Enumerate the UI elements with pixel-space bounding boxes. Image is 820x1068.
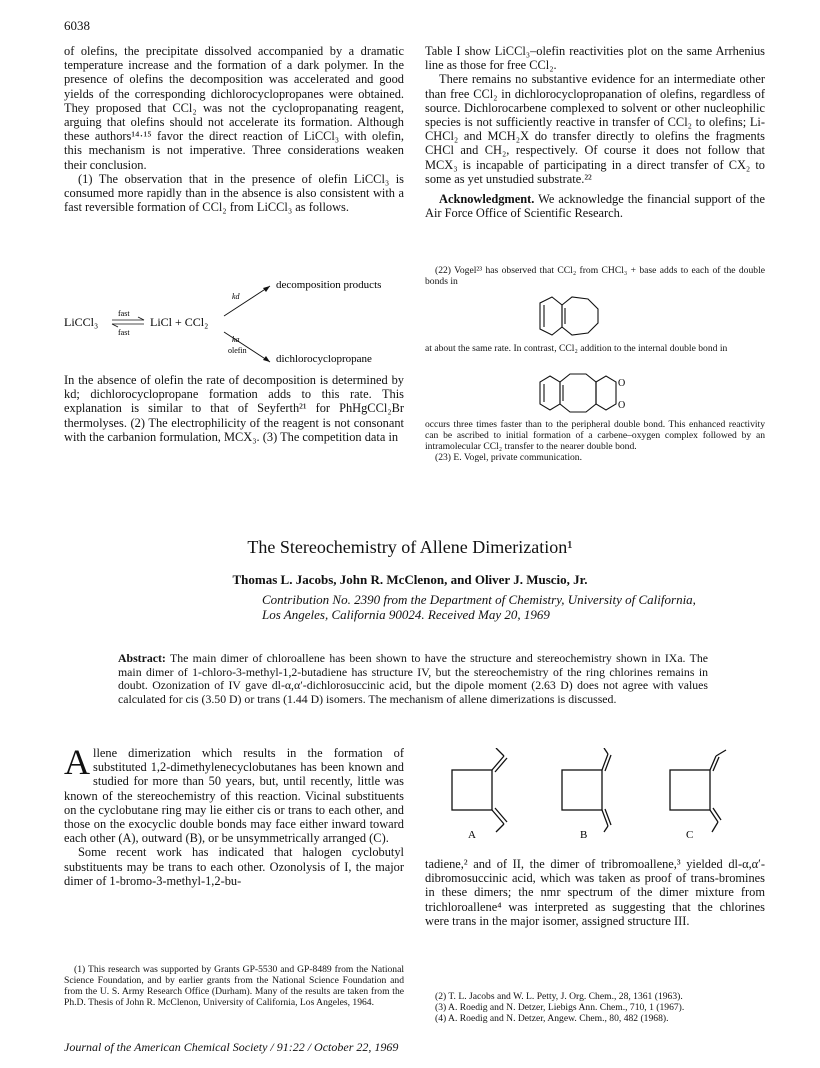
body-left-column	[64, 742, 404, 888]
footnote-22c	[425, 419, 765, 463]
drop-cap: A	[64, 742, 90, 782]
abstract	[118, 652, 708, 706]
paragraph: In the absence of olefin the rate of decomposition is determined by kd; dichlorocyclopropane formation adds to this rate. This explanation is similar to that of Seyferth²¹ for PhHgCCl₂Br thermolyses. (2) The electrophilicity of the reagent is not consonant with the carbanion formulation, MCX₃. (3) The competition data in	[64, 373, 404, 444]
paragraph: tadiene,² and of II, the dimer of tribromoallene,³ yielded dl-α,α′-dibromosuccinic acid, which was taken as proof of trans-bromines in these dimers; the nmr spectrum of the dimer mixture from trichloroallene⁴ was interpreted as suggesting that the chlorines were trans in the major isomer, assigned structure III.	[425, 857, 765, 928]
scheme-fast-bottom: fast	[118, 328, 130, 337]
footnote-text: (22) Vogel²³ has observed that CCl₂ from CHCl₃ + base adds to each of the double bonds in	[425, 265, 765, 287]
svg-text:O: O	[618, 378, 626, 389]
scheme-ka: ka	[232, 335, 240, 344]
scheme-fast-top: fast	[118, 309, 130, 318]
acknowledgment	[425, 192, 765, 220]
footnote-text: at about the same rate. In contrast, CCl₂ addition to the internal double bond in	[425, 343, 728, 354]
acknowledgment-label: Acknowledgment.	[439, 192, 535, 207]
article-affiliation	[262, 592, 762, 622]
scheme-dichloro: dichlorocyclopropane	[276, 353, 372, 365]
paragraph: Some recent work has indicated that halogen cyclobutyl substituents may be trans to each other. Ozonolysis of I, the major dimer of 1-bromo-3-methyl-1,2-bu-	[64, 845, 404, 888]
page-number: 6038	[64, 18, 90, 33]
article-authors: Thomas L. Jacobs, John R. McClenon, and Oliver J. Muscio, Jr.	[232, 572, 588, 587]
tricyclic-structure	[530, 368, 640, 418]
article-title: The Stereochemistry of Allene Dimerization¹	[247, 537, 573, 557]
acknowledgment-text: We acknowledge the financial support of the Air Force Office of Scientific Research.	[425, 192, 766, 221]
footnote-2: (2) T. L. Jacobs and W. L. Petty, J. Org. Chem., 28, 1361 (1963).	[435, 991, 683, 1002]
body-right-column	[425, 857, 765, 928]
bicyclic-structure	[530, 291, 610, 341]
label-b: B	[580, 829, 588, 841]
footnote-23: (23) E. Vogel, private communication.	[435, 452, 582, 463]
scheme-olefin: olefin	[228, 346, 247, 355]
affiliation-line: Los Angeles, California 90024. Received May 20, 1969	[262, 607, 550, 622]
affiliation-line: Contribution No. 2390 from the Department of Chemistry, University of California,	[262, 592, 696, 607]
paragraph: Table I show LiCCl₃–olefin reactivities plot on the same Arrhenius line as those for free CCl₂.	[425, 44, 765, 73]
left-column-top	[64, 44, 404, 214]
scheme-kd: kd	[232, 292, 240, 301]
footnote-3: (3) A. Roedig and N. Detzer, Liebigs Ann. Chem., 710, 1 (1967).	[435, 1002, 685, 1013]
footnote-text: occurs three times faster than to the peripheral double bond. This enhanced reactivity can be ascribed to initial formation of a carbene–oxygen complex followed by an intramolecular CCl₂ transfer to the nearer double bond.	[425, 419, 765, 452]
reaction-scheme	[64, 276, 404, 366]
paragraph: llene dimerization which results in the formation of substituted 1,2-dimethylenecyclobutanes has been known and studied for more than 50 years, but, until recently, little was known of the stereochemistry of this reaction. Vicinal substituents on the cyclobutane ring may lie either cis or trans to each other, and those on the exocyclic double bonds may face either inward toward each other (A), outward (B), or be unsymmetrically arranged (C).	[64, 746, 404, 846]
footnote-22a	[425, 265, 765, 287]
abstract-text: The main dimer of chloroallene has been shown to have the structure and stereochemistry shown in IXa. The main dimer of 1-chloro-3-methyl-1,2-butadiene has structure IV, but the stereochemistry of the ring chlorines remains in doubt. Ozonization of IV gave dl-α,α′-dichlorosuccinic acid, but the dipole moment (2.63 D) does not agree with values calculated for cis (3.50 D) or trans (1.44 D) isomers. The mechanism of allene dimerizations is discussed.	[118, 651, 708, 706]
footnote-4: (4) A. Roedig and N. Detzer, Angew. Chem., 80, 482 (1968).	[435, 1013, 669, 1024]
footnote-22b	[425, 343, 765, 354]
footnote-1	[64, 964, 404, 1008]
paragraph: (1) The observation that in the presence of olefin LiCCl₃ is consumed more rapidly than in the absence is also consistent with a fast reversible formation of CCl₂ from LiCCl₃ as follows.	[64, 171, 404, 215]
journal-footer: Journal of the American Chemical Society / 91:22 / October 22, 1969	[64, 1040, 399, 1054]
cyclobutane-structures	[440, 748, 740, 843]
right-column-top	[425, 44, 765, 220]
label-a: A	[468, 829, 476, 841]
paragraph: of olefins, the precipitate dissolved accompanied by a dramatic temperature increase and the formation of a dark polymer. In the presence of olefins the decomposition was accelerated and good yields of the corresponding dichlorocyclopropanes were obtained. They proposed that CCl₂ was not the cyclopropanating reagent, arguing that olefins should not accelerate its formation. Although these authors¹⁴·¹⁵ favor the direct reaction of LiCCl₃ with olefin, this mechanism is not imperative. Three considerations weaken their conclusion.	[64, 44, 404, 172]
footnote-text: (1) This research was supported by Grants GP-5530 and GP-8489 from the National Science Foundation, and by earlier grants from the National Science Foundation and from the U. S. Army Research Office (Durham). Many of the results are taken from the Ph.D. Thesis of John R. McClenon, University of California, Los Angeles, 1964.	[64, 964, 404, 1008]
label-c: C	[686, 829, 694, 841]
scheme-products: LiCl + CCl₂	[150, 315, 209, 329]
scheme-decomposition: decomposition products	[276, 279, 382, 291]
abstract-label: Abstract:	[118, 651, 166, 665]
paragraph: There remains no substantive evidence for an intermediate other than free CCl₂ in dichlorocyclopropanation of olefins, regardless of source. Dichlorocarbene complexed to solvent or other nucleophilic species is not sufficiently reactive in transfer of CCl₂ to olefins; Li-CHCl₂ and MCH₂X do transfer directly to olefins the fragments CHCl and CH₂, respectively. Of course it does not follow that MCX₃ is incapable of participating in a direct transfer of CX₂ to some as yet unstudied substrate.²²	[425, 72, 765, 186]
scheme-reactant: LiCCl₃	[64, 315, 99, 329]
left-column-continued	[64, 373, 404, 444]
footnotes-2-4	[425, 991, 765, 1024]
svg-text:O: O	[618, 400, 626, 411]
